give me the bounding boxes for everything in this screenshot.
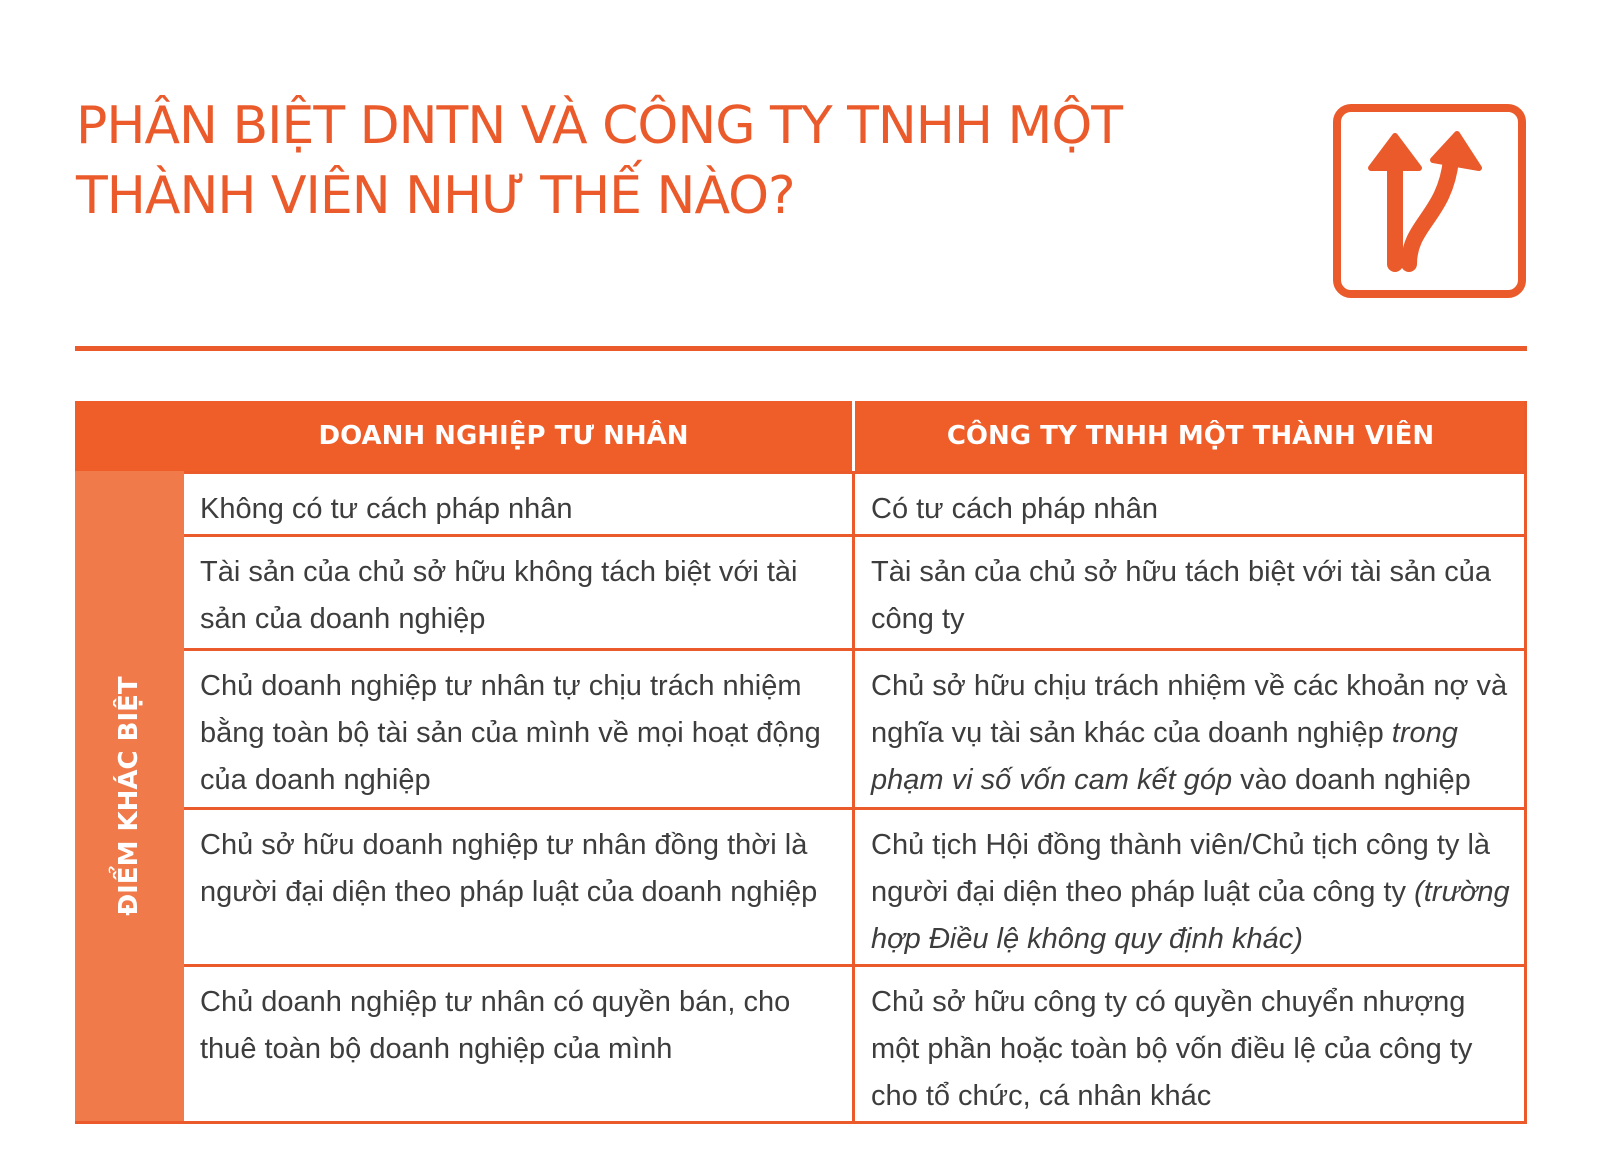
cell-dntn: Không có tư cách pháp nhân — [200, 493, 573, 525]
cell-text: vào doanh nghiệp — [1232, 764, 1471, 796]
header-tnhh: CÔNG TY TNHH MỘT THÀNH VIÊN — [946, 421, 1435, 451]
header-divider — [852, 401, 855, 471]
cell-tnhh — [855, 651, 1524, 804]
header-dntn: DOANH NGHIỆP TƯ NHÂN — [318, 421, 689, 451]
diverging-arrows-icon — [1333, 104, 1526, 298]
title-divider — [75, 346, 1527, 351]
cell-dntn: Chủ doanh nghiệp tư nhân tự chịu trách nhiệm bằng toàn bộ tài sản của mình về mọi hoạt động của doanh nghiệp — [200, 670, 821, 796]
cell-tnhh: Chủ sở hữu công ty có quyền chuyển nhượng một phần hoặc toàn bộ vốn điều lệ của công ty cho tổ chức, cá nhân khác — [871, 986, 1473, 1112]
page-title-line-2: THÀNH VIÊN NHƯ THẾ NÀO? — [76, 166, 795, 226]
cell-text: Chủ tịch Hội đồng thành viên/Chủ tịch công ty là người đại diện theo pháp luật của công ty — [871, 829, 1491, 908]
cell-dntn: Tài sản của chủ sở hữu không tách biệt với tài sản của doanh nghiệp — [200, 556, 798, 635]
table-body — [184, 471, 1524, 1121]
cell-dntn: Chủ doanh nghiệp tư nhân có quyền bán, cho thuê toàn bộ doanh nghiệp của mình — [200, 986, 791, 1065]
cell-italic-text: (trường hợp Điều lệ không quy định khác) — [871, 876, 1510, 955]
column-divider — [852, 471, 855, 1121]
cell-dntn: Chủ sở hữu doanh nghiệp tư nhân đồng thời là người đại diện theo pháp luật của doanh nghiệp — [200, 829, 818, 908]
cell-tnhh: Tài sản của chủ sở hữu tách biệt với tài sản của công ty — [871, 556, 1492, 635]
cell-tnhh — [855, 810, 1524, 963]
comparison-table — [75, 401, 1527, 1124]
page-title-line-1: PHÂN BIỆT DNTN VÀ CÔNG TY TNHH MỘT — [76, 96, 1123, 156]
cell-tnhh: Có tư cách pháp nhân — [871, 493, 1159, 525]
cell-text: Chủ sở hữu chịu trách nhiệm về các khoản nợ và nghĩa vụ tài sản khác của doanh nghiệp — [871, 670, 1508, 749]
table-header — [75, 401, 1524, 471]
side-label: ĐIỂM KHÁC BIỆT — [114, 676, 144, 916]
side-label-band — [75, 471, 184, 1121]
cell-italic-text: trong phạm vi số vốn cam kết góp — [871, 717, 1458, 796]
